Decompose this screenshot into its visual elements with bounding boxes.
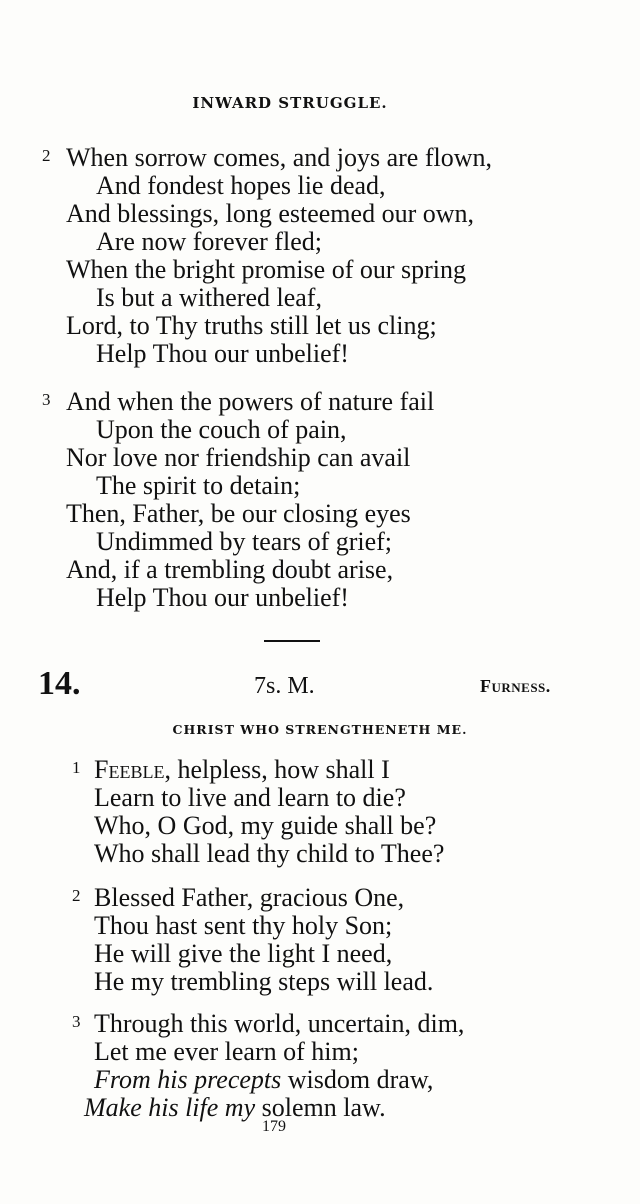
verse-line: The spirit to detain; — [96, 471, 301, 500]
hymn-meter: 7s. M. — [254, 673, 315, 699]
running-head: INWARD STRUGGLE. — [192, 94, 388, 112]
verse-line: Is but a withered leaf, — [96, 283, 322, 312]
verse-line: When the bright promise of our spring — [66, 255, 467, 284]
verse-line: He will give the light I need, — [94, 939, 393, 968]
verse-line: Blessed Father, gracious One, — [94, 883, 405, 912]
italic-phrase: Make his life my — [84, 1093, 256, 1122]
italic-phrase: From his precepts — [94, 1065, 282, 1094]
verse-line: Through this world, uncertain, dim, — [94, 1009, 465, 1038]
hymn-stanza-1 — [0, 756, 600, 868]
stanza-prev-3 — [0, 388, 600, 612]
verse-line: Let me ever learn of him; — [94, 1037, 359, 1066]
verse-line: Help Thou our unbelief! — [96, 339, 349, 368]
tune-name: Furness. — [480, 676, 551, 696]
first-word-small-caps: Feeble, — [94, 755, 171, 784]
verse-line: Are now forever fled; — [96, 227, 322, 256]
stanza-prev-2 — [0, 144, 600, 368]
stanza-number: 3 — [42, 390, 51, 409]
hymn-title: CHRIST WHO STRENGTHENETH ME. — [172, 722, 468, 737]
verse-line: Undimmed by tears of grief; — [96, 527, 393, 556]
hymn-stanza-3 — [0, 1010, 600, 1122]
hymn-number: 14. — [38, 665, 81, 702]
stanza-number: 1 — [72, 758, 81, 777]
verse-line-rest: solemn law. — [255, 1093, 386, 1122]
verse-line: Help Thou our unbelief! — [96, 583, 349, 612]
hymn-stanza-2 — [0, 884, 600, 996]
section-divider — [264, 640, 320, 642]
verse-line: Who shall lead thy child to Thee? — [94, 839, 445, 868]
verse-line: Then, Father, be our closing eyes — [66, 499, 411, 528]
verse-line: Lord, to Thy truths still let us cling; — [66, 311, 437, 340]
verse-line: Upon the couch of pain, — [96, 415, 347, 444]
page-number: 179 — [262, 1118, 286, 1135]
verse-line: And fondest hopes lie dead, — [96, 171, 386, 200]
verse-line: And blessings, long esteemed our own, — [66, 199, 475, 228]
verse-line: He my trembling steps will lead. — [94, 967, 434, 996]
verse-line — [0, 1094, 600, 1122]
verse-line: Thou hast sent thy holy Son; — [94, 911, 393, 940]
verse-line: And, if a trembling doubt arise, — [66, 555, 394, 584]
verse-line-rest: helpless, how shall I — [170, 755, 390, 784]
verse-line — [0, 756, 600, 784]
verse-line: And when the powers of nature fail — [66, 387, 435, 416]
verse-line-rest: wisdom draw, — [281, 1065, 434, 1094]
verse-line: Nor love nor friendship can avail — [66, 443, 411, 472]
verse-line: When sorrow comes, and joys are flown, — [66, 143, 492, 172]
stanza-number: 2 — [72, 886, 81, 905]
verse-line: Who, O God, my guide shall be? — [94, 811, 437, 840]
verse-line: Learn to live and learn to die? — [94, 783, 406, 812]
stanza-number: 3 — [72, 1012, 81, 1031]
stanza-number: 2 — [42, 146, 51, 165]
verse-line — [0, 1066, 600, 1094]
